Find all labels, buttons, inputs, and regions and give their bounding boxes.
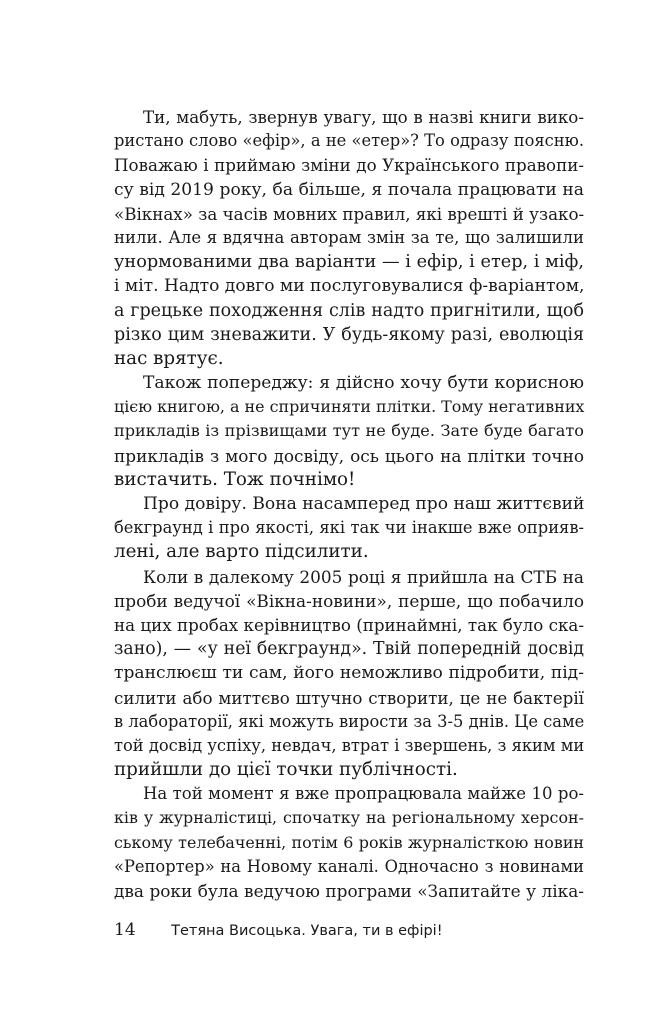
text-line: в лабораторії, які можуть вирости за 3-5 днів. Це саме: [114, 711, 585, 731]
paragraph: [114, 782, 584, 903]
text-line: су від 2019 року, ба більше, я почала працювати на: [114, 179, 584, 200]
text-line: бекграунд і про якості, які так чи інакше вже оприяв-: [114, 518, 584, 538]
text-line: лені, але варто підсилити.: [114, 541, 369, 563]
text-line: два роки була ведучою програми «Запитайте у ліка-: [114, 881, 584, 901]
text-line: Поважаю і приймаю зміни до Українського правопи-: [114, 155, 584, 176]
paragraph: [114, 492, 584, 565]
text-line: прикладів з мого досвіду, ось цього на плітки точно: [114, 445, 584, 466]
text-line: На той момент я вже пропрацювала майже 10 ро-: [143, 784, 584, 804]
text-line: «Вікнах» за часів мовних правил, які врешті й узако-: [114, 203, 585, 224]
text-line: цією книгою, а не спричиняти плітки. Тому негативних: [114, 397, 585, 417]
text-line: унормованими два варіанти — і ефір, і етер, і міф,: [114, 252, 584, 273]
text-line: Коли в далекому 2005 році я прийшла на СТБ на: [143, 566, 584, 587]
text-line: ків у журналістиці, спочатку на регіональному херсон-: [114, 808, 584, 828]
text-line: проби ведучої «Вікна-новини», перше, що побачило: [114, 590, 584, 611]
page-footer: [114, 918, 443, 942]
text-line: Також попереджу: я дійсно хочу бути корисною: [143, 373, 584, 394]
text-line: ському телебаченні, потім 6 років журналісткою новин: [114, 832, 584, 852]
paragraph: [114, 105, 584, 371]
text-line: зано), — «у неї бекграунд». Твій попередній досвід: [114, 639, 584, 660]
text-line: силити або миттєво штучно створити, це не бактерії: [114, 687, 584, 708]
text-line: вистачить. Тож почнімо!: [114, 468, 356, 490]
text-line: і міт. Надто довго ми послуговувалися ф-варіантом,: [114, 276, 585, 297]
paragraph: [114, 371, 584, 492]
text-line: ристано слово «ефір», а не «етер»? То одразу поясню.: [114, 131, 584, 151]
text-line: а грецьке походження слів надто пригнітили, щоб: [114, 300, 584, 321]
text-line: на цих пробах керівництво (принаймні, так було ска-: [114, 614, 584, 635]
text-line: Про довіру. Вона насамперед про наш життєвий: [143, 494, 585, 514]
text-line: транслюєш ти сам, його неможливо підробити, під-: [114, 663, 584, 684]
text-line: той досвід успіху, невдач, втрат і звершень, з яким ми: [114, 735, 585, 755]
page-number: 14: [114, 920, 136, 940]
paragraph: [114, 565, 584, 783]
text-line: Ти, мабуть, звернув увагу, що в назві книги вико-: [143, 107, 584, 127]
text-line: прийшли до цієї точки публічності.: [114, 759, 458, 781]
text-line: нас врятує.: [114, 347, 224, 369]
text-line: «Репортер» на Новому каналі. Одночасно з новинами: [114, 856, 584, 876]
text-line: прикладів із прізвищами тут не буде. Зате буде багато: [114, 421, 584, 441]
body-text: [114, 105, 584, 903]
text-line: нили. Але я вдячна авторам змін за те, що залишили: [114, 227, 584, 247]
running-title: Тетяна Висоцька. Увага, ти в ефірі!: [171, 923, 443, 939]
text-line: різко цим зневажити. У будь-якому разі, еволюція: [114, 324, 584, 345]
